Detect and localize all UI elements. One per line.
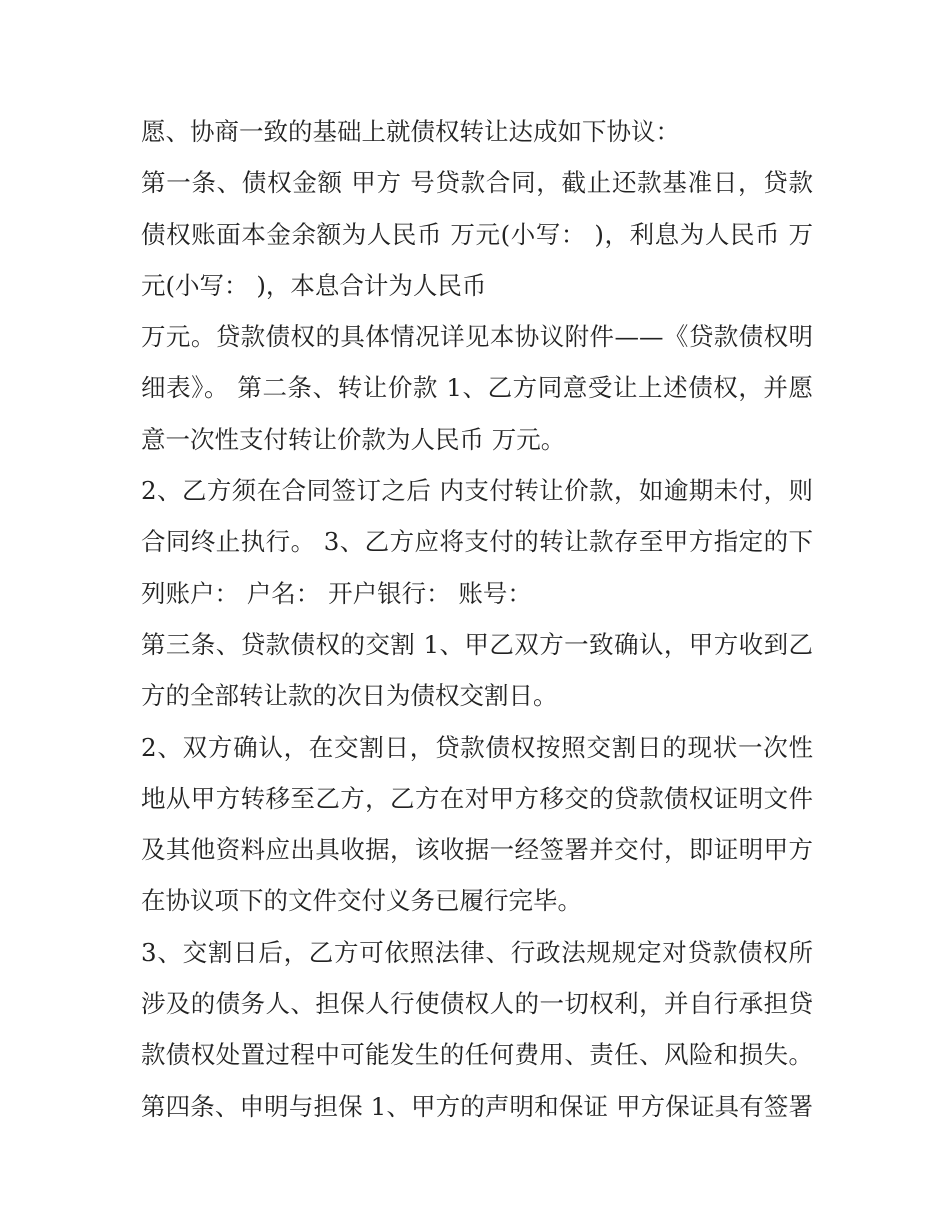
text-line: 列账户： 户名： 开户银行： 账号： <box>141 578 532 608</box>
text-line: 2、乙方须在合同签订之后 内支付转让价款，如逾期未付，则 <box>141 476 813 506</box>
text-line: 第一条、债权金额 甲方 号贷款合同，截止还款基准日，贷款 <box>141 168 813 198</box>
text-line: 方的全部转让款的次日为债权交割日。 <box>141 681 558 711</box>
text-line: 万元。贷款债权的具体情况详见本协议附件——《贷款债权明 <box>141 322 813 352</box>
text-line: 涉及的债务人、担保人行使债权人的一切权利，并自行承担贷 <box>141 989 813 1019</box>
text-line: 债权账面本金余额为人民币 万元(小写： )，利息为人民币 万 <box>141 219 813 249</box>
text-line: 款债权处置过程中可能发生的任何费用、责任、风险和损失。 <box>141 1040 813 1070</box>
text-line: 第四条、申明与担保 1、甲方的声明和保证 甲方保证具有签署 <box>141 1091 813 1121</box>
text-line: 合同终止执行。 3、乙方应将支付的转让款存至甲方指定的下 <box>141 527 813 557</box>
text-line: 地从甲方转移至乙方，乙方在对甲方移交的贷款债权证明文件 <box>141 783 813 813</box>
text-line: 细表》。 第二条、转让价款 1、乙方同意受让上述债权，并愿 <box>141 373 813 403</box>
text-line: 元(小写： )，本息合计为人民币 <box>141 270 487 300</box>
text-line: 意一次性支付转让价款为人民币 万元。 <box>141 424 566 454</box>
text-line: 愿、协商一致的基础上就债权转让达成如下协议： <box>141 117 680 146</box>
text-line: 在协议项下的文件交付义务已履行完毕。 <box>141 886 582 916</box>
text-line: 3、交割日后，乙方可依照法律、行政法规规定对贷款债权所 <box>141 937 813 967</box>
text-line: 及其他资料应出具收据，该收据一经签署并交付，即证明甲方 <box>141 835 813 865</box>
document-body <box>141 106 813 1132</box>
text-line: 2、双方确认，在交割日，贷款债权按照交割日的现状一次性 <box>141 732 813 762</box>
text-line: 第三条、贷款债权的交割 1、甲乙双方一致确认，甲方收到乙 <box>141 629 813 659</box>
